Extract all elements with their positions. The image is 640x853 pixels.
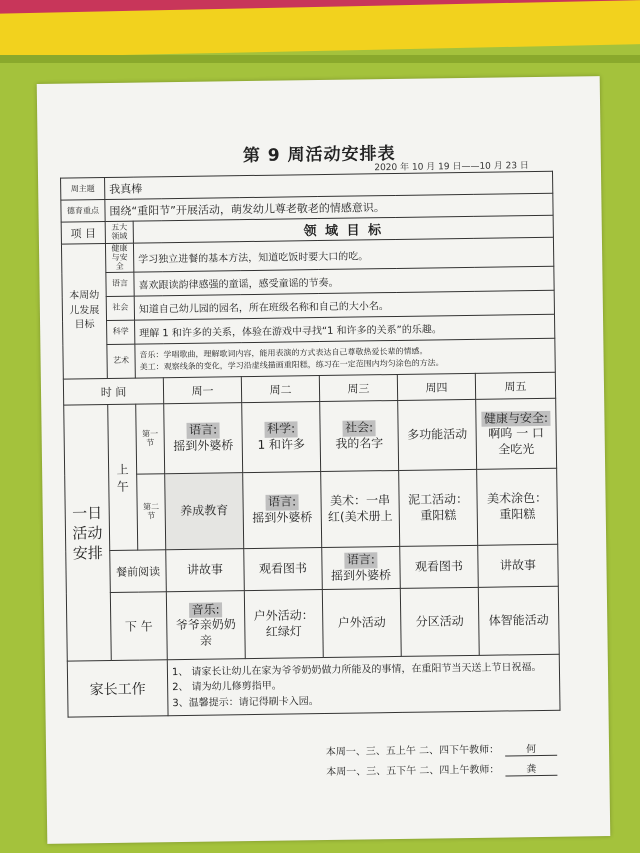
- daily-schedule-label: 一日活动安排: [64, 405, 112, 662]
- footer-line-1: [46, 739, 609, 758]
- document-title: 第 9 周活动安排表: [242, 143, 396, 167]
- activity-text: 摇到外婆桥: [331, 567, 392, 583]
- activity-text: 观看图书: [258, 561, 308, 577]
- activity-cell: [321, 471, 400, 548]
- goal-text: 音乐：学唱歌曲，理解歌词内容，能用表演的方式表达自己尊敬热爱长辈的情感。: [139, 346, 428, 360]
- schedule-sheet: [37, 76, 611, 844]
- domains-label: 五大领域: [105, 221, 133, 243]
- parents-notes: [167, 655, 560, 716]
- item-label: 项 目: [61, 222, 105, 245]
- moral-label: 德育重点: [61, 200, 105, 223]
- activity-cell: [322, 547, 401, 590]
- teacher-signature: 龚: [505, 760, 557, 777]
- goal-domain: 艺术: [107, 345, 135, 379]
- moral-value: 围绕“重阳节”开展活动，萌发幼儿尊老敬老的情感意识。: [105, 193, 553, 221]
- goal-domain: 语言: [106, 273, 134, 297]
- reading-label: 餐前阅读: [110, 550, 167, 593]
- goal-text: 学习独立进餐的基本方法，知道吃饭时要大口的吃。: [133, 237, 553, 272]
- activity-cell: [320, 401, 399, 472]
- activity-cell: [164, 403, 243, 474]
- activity-text: 养成教育: [180, 503, 229, 519]
- activity-cell: [244, 548, 323, 591]
- activity-cell: [166, 591, 245, 660]
- activity-text: 观看图书: [414, 559, 464, 574]
- activity-text: 我的名字: [335, 436, 384, 451]
- reading-row: [66, 545, 559, 594]
- day-label: 周五: [475, 373, 555, 400]
- activity-tag: 社会:: [343, 421, 375, 437]
- goal-domain: 健康与安全: [105, 243, 133, 273]
- theme-label: 周主题: [61, 178, 105, 201]
- goals-section-label: 本周幼儿发展目标: [61, 244, 107, 380]
- goal-text: 喜欢跟读韵律感强的童谣，感受童谣的节奏。: [134, 267, 554, 297]
- activity-tag: 语言:: [345, 553, 377, 569]
- teacher-signature: 何: [505, 740, 557, 757]
- activity-cell: [398, 400, 477, 471]
- activity-text: 户外活动: [337, 615, 386, 630]
- date-range: 2020 年 10 月 19 日——10 月 23 日: [374, 161, 529, 174]
- activity-text: 1 和许多: [257, 437, 306, 452]
- activity-tag: 语言:: [266, 495, 298, 511]
- activity-cell: [243, 472, 322, 549]
- activity-text: 美术涂色：重阳糕: [486, 491, 548, 522]
- activity-cell: [242, 402, 321, 473]
- activity-text: 分区活动: [415, 614, 464, 629]
- period2-label: 第二节: [137, 474, 166, 550]
- activity-text: 户外活动：红绿灯: [253, 608, 314, 639]
- afternoon-row: [66, 587, 559, 662]
- activity-text: 啊呜 一 口 全吃光: [488, 426, 545, 457]
- period2-row: [65, 469, 558, 552]
- activity-text: 体智能活动: [488, 612, 549, 628]
- activity-text: 多功能活动: [407, 427, 468, 442]
- goal-text: 知道自己幼儿园的园名，所在班级名称和自己的大小名。: [134, 291, 554, 321]
- activity-cell: [477, 469, 558, 546]
- activity-text: 讲故事: [186, 562, 224, 578]
- day-label: 周一: [163, 377, 241, 404]
- activity-tag: 科学:: [265, 422, 297, 438]
- footer-text: 本周一、三、五上午 二、四下午教师：: [325, 744, 500, 758]
- activity-text: 美术：一串红(美术册上: [327, 493, 393, 524]
- parents-note: 3、温馨提示：请记得刷卡入园。: [172, 695, 319, 709]
- target-label: 领 域 目 标: [133, 215, 553, 243]
- morning-label: 上午: [108, 405, 138, 551]
- activity-tag: 音乐:: [189, 602, 221, 618]
- activity-cell: [165, 473, 244, 550]
- schedule-table: [60, 171, 560, 718]
- day-label: 周二: [241, 376, 319, 403]
- activity-cell: [166, 549, 245, 592]
- activity-text: 讲故事: [499, 558, 537, 573]
- activity-cell: [244, 590, 323, 659]
- day-label: 周四: [397, 374, 475, 401]
- activity-cell: [478, 545, 559, 588]
- activity-text: 爷爷亲奶奶亲: [175, 617, 236, 648]
- activity-cell: [478, 587, 559, 656]
- footer-text: 本周一、三、五下午 二、四上午教师：: [326, 764, 500, 778]
- period1-row: [64, 399, 557, 476]
- activity-tag: 健康与安全:: [482, 410, 550, 427]
- time-label: 时 间: [63, 378, 163, 405]
- day-label: 周三: [319, 375, 397, 402]
- activity-cell: [322, 589, 401, 658]
- goal-text: 理解 1 和许多的关系，体验在游戏中寻找“1 和许多的关系”的乐趣。: [135, 315, 555, 345]
- activity-text: 摇到外婆桥: [173, 438, 234, 453]
- parents-note: 2、 请为幼儿修剪指甲。: [172, 680, 282, 694]
- goal-text: 美工：观察线条的变化，学习沿虚线描画重阳糕，练习在一定范围内均匀涂色的方法。: [139, 358, 444, 372]
- activity-cell: [400, 588, 479, 657]
- parents-row: [67, 655, 560, 718]
- activity-cell: [476, 399, 557, 470]
- period1-label: 第一节: [136, 404, 165, 474]
- background-strip: [0, 55, 640, 63]
- activity-text: 泥工活动：重阳糕: [407, 492, 469, 523]
- activity-tag: 语言:: [187, 423, 219, 439]
- goal-domain: 社会: [106, 297, 134, 321]
- goal-domain: 科学: [107, 321, 135, 345]
- activity-cell: [400, 546, 479, 589]
- parents-note: 1、 请家长让幼儿在家为爷爷奶奶做力所能及的事情，在重阳节当天送上节日祝福。: [171, 661, 542, 678]
- activity-cell: [399, 470, 478, 547]
- parents-label: 家长工作: [67, 660, 168, 717]
- theme-value: 我真棒: [105, 171, 553, 199]
- afternoon-label: 下 午: [110, 592, 167, 661]
- activity-text: 摇到外婆桥: [252, 510, 313, 525]
- footer-line-2: [46, 759, 609, 778]
